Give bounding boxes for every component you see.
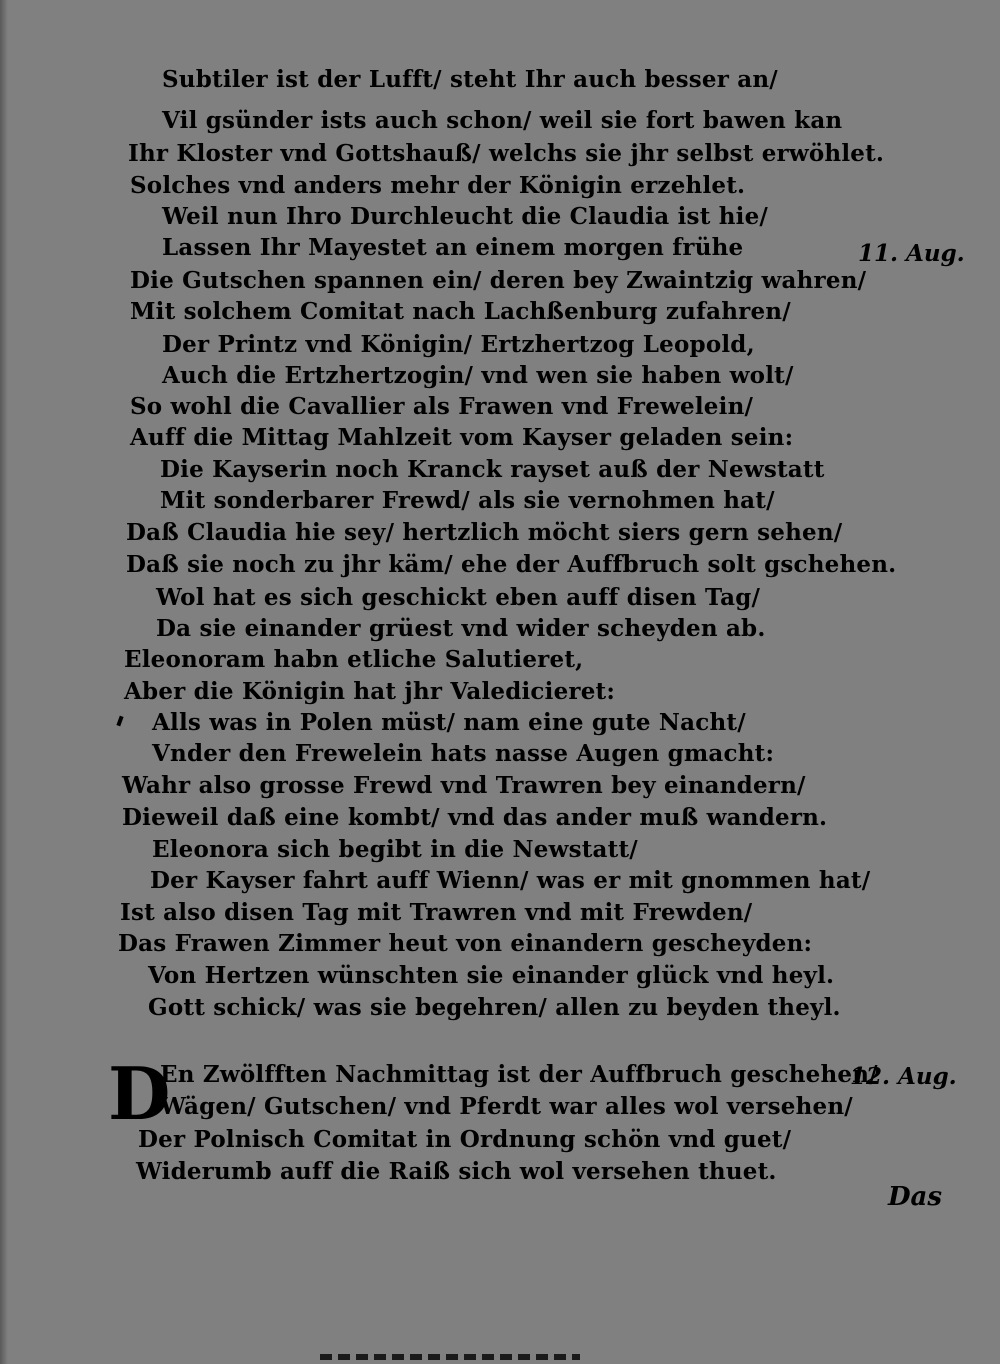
verse-line: Der Printz vnd Königin/ Ertzhertzog Leopold, bbox=[162, 331, 755, 358]
verse-line: Mit sonderbarer Frewd/ als sie vernohmen hat/ bbox=[160, 487, 775, 514]
verse-line: Vil gsünder ists auch schon/ weil sie fort bawen kan bbox=[162, 107, 843, 134]
verse-line: Das Frawen Zimmer heut von einandern gescheyden: bbox=[118, 930, 813, 957]
verse-line: Gott schick/ was sie begehren/ allen zu beyden theyl. bbox=[148, 994, 841, 1021]
verse-line: En Zwölfften Nachmittag ist der Auffbruch geschehen/ bbox=[160, 1061, 878, 1088]
verse-line: Mit solchem Comitat nach Lachßenburg zufahren/ bbox=[130, 298, 791, 325]
verse-line: Der Polnisch Comitat in Ordnung schön vnd guet/ bbox=[138, 1126, 792, 1153]
verse-line: Eleonora sich begibt in die Newstatt/ bbox=[152, 836, 638, 863]
verse-line: Die Kayserin noch Kranck rayset auß der Newstatt bbox=[160, 456, 825, 483]
verse-line: Wahr also grosse Frewd vnd Trawren bey einandern/ bbox=[122, 772, 806, 799]
verse-line: Die Gutschen spannen ein/ deren bey Zwaintzig wahren/ bbox=[130, 267, 867, 294]
verse-line: Alls was in Polen müst/ nam eine gute Nacht/ bbox=[152, 709, 746, 736]
verse-line: Wol hat es sich geschickt eben auff disen Tag/ bbox=[156, 584, 761, 611]
verse-line: Vnder den Frewelein hats nasse Augen gmacht: bbox=[152, 740, 775, 767]
verse-line: Subtiler ist der Lufft/ steht Ihr auch besser an/ bbox=[162, 66, 778, 93]
verse-line: Lassen Ihr Mayestet an einem morgen frühe bbox=[162, 234, 744, 261]
verse-line: Auff die Mittag Mahlzeit vom Kayser geladen sein: bbox=[130, 424, 794, 451]
verse-line: Da sie einander grüest vnd wider scheyden ab. bbox=[156, 615, 766, 642]
verse-line: Daß sie noch zu jhr käm/ ehe der Auffbruch solt gschehen. bbox=[126, 551, 897, 578]
verse-line: Dieweil daß eine kombt/ vnd das ander muß wandern. bbox=[122, 804, 828, 831]
catchword: Das bbox=[888, 1182, 943, 1212]
verse-line: Eleonoram habn etliche Salutieret, bbox=[124, 646, 584, 673]
verse-line: So wohl die Cavallier als Frawen vnd Frewelein/ bbox=[130, 393, 754, 420]
page-edge-shadow bbox=[0, 0, 8, 1364]
margin-note: 11. Aug. bbox=[858, 240, 965, 267]
verse-line: Der Kayser fahrt auff Wienn/ was er mit gnommen hat/ bbox=[150, 867, 871, 894]
verse-line: Wägen/ Gutschen/ vnd Pferdt war alles wol versehen/ bbox=[160, 1093, 853, 1120]
verse-line: Solches vnd anders mehr der Königin erzehlet. bbox=[130, 172, 746, 199]
verse-line: Aber die Königin hat jhr Valedicieret: bbox=[124, 678, 616, 705]
verse-line: Weil nun Ihro Durchleucht die Claudia ist hie/ bbox=[162, 203, 769, 230]
verse-line: Widerumb auff die Raiß sich wol versehen thuet. bbox=[136, 1158, 777, 1185]
margin-note: 12. Aug. bbox=[850, 1063, 957, 1090]
verse-line: Ihr Kloster vnd Gottshauß/ welchs sie jhr selbst erwöhlet. bbox=[128, 140, 885, 167]
stray-mark bbox=[116, 716, 123, 727]
bottom-edge-mark bbox=[320, 1354, 580, 1360]
verse-line: Auch die Ertzhertzogin/ vnd wen sie haben wolt/ bbox=[162, 362, 794, 389]
verse-line: Ist also disen Tag mit Trawren vnd mit Frewden/ bbox=[120, 899, 753, 926]
verse-line: Daß Claudia hie sey/ hertzlich möcht siers gern sehen/ bbox=[126, 519, 843, 546]
verse-line: Von Hertzen wünschten sie einander glück vnd heyl. bbox=[148, 962, 835, 989]
drop-capital: D bbox=[108, 1051, 171, 1136]
